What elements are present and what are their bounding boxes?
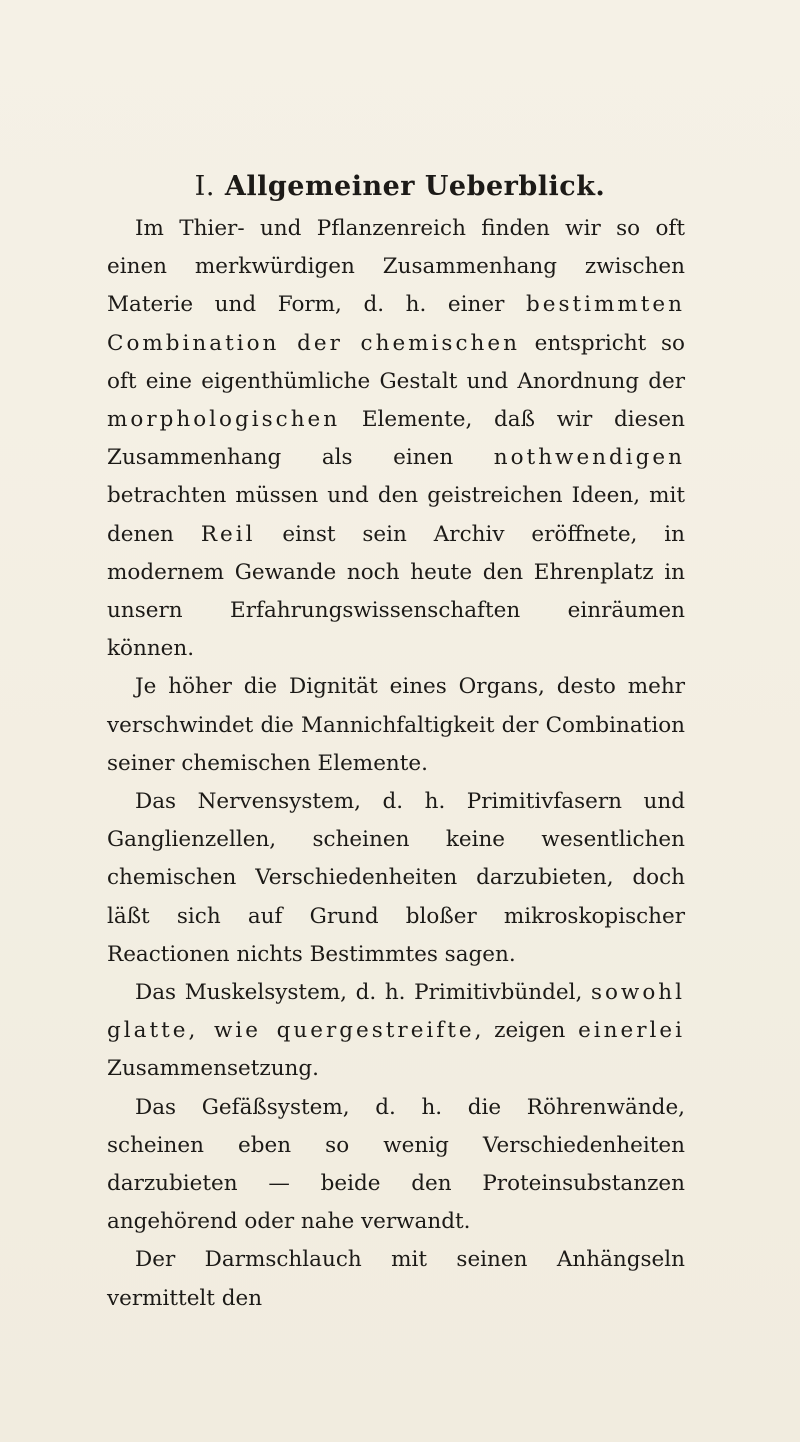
text-segment: Das Gefäßsystem, d. h. die Röhrenwände, scheinen eben so wenig Verschiedenheiten darzubieten — beide den Proteinsubstanzen angehörend oder nahe verwandt. — [107, 1094, 685, 1235]
text-segment: Im Thier- und Pflanzenreich finden wir so oft einen merkwürdigen Zusammenhang zwischen Materie und Form, d. h. einer — [107, 216, 685, 318]
body-text — [107, 210, 685, 1318]
paragraph — [107, 974, 685, 1089]
paragraph — [107, 668, 685, 783]
text-segment: Je höher die Dignität eines Organs, desto mehr verschwindet die Mannichfaltigkeit der Combination seiner chemischen Elemente. — [107, 674, 685, 776]
paragraph — [107, 210, 685, 668]
emphasized-text: Reil — [200, 521, 256, 547]
section-number: I. — [194, 171, 215, 202]
section-title: Allgemeiner Ueberblick. — [224, 171, 606, 202]
text-segment: Der Darmschlauch mit seinen Anhängseln vermittelt den — [107, 1247, 685, 1311]
text-segment: Das Nervensystem, d. h. Primitivfasern und Ganglienzellen, scheinen keine wesentlichen chemischen Verschiedenheiten darzubieten, doch läßt sich auf Grund bloßer mikroskopischer Reactionen nichts Bestimmtes sagen. — [107, 789, 685, 967]
emphasized-text: nothwendigen — [493, 445, 685, 471]
emphasized-text: einerlei — [578, 1018, 686, 1044]
text-segment: einst sein Archiv eröffnete, in modernem Gewande noch heute den Ehrenplatz in unsern Erfahrungswissenschaften einräumen können. — [107, 521, 685, 662]
paragraph — [107, 1089, 685, 1242]
text-segment: entspricht so oft eine eigenthümliche Gestalt und Anordnung der — [107, 330, 685, 394]
emphasized-text: bestimmten Combination der chemischen — [107, 292, 685, 356]
paragraph — [107, 1241, 685, 1317]
text-segment: , zeigen — [474, 1018, 579, 1044]
text-segment: betrachten müssen und den geistreichen Ideen, mit denen — [107, 483, 685, 547]
paragraph — [107, 783, 685, 974]
emphasized-text: sowohl glatte, wie quergestreifte — [107, 980, 685, 1044]
section-heading — [0, 171, 800, 202]
emphasized-text: morphologischen — [107, 407, 341, 433]
text-segment: Elemente, daß wir diesen Zusammenhang als einen — [107, 407, 685, 471]
text-segment: Das Muskelsystem, d. h. Primitivbündel, — [135, 980, 591, 1006]
text-segment: Zusammensetzung. — [107, 1056, 319, 1082]
